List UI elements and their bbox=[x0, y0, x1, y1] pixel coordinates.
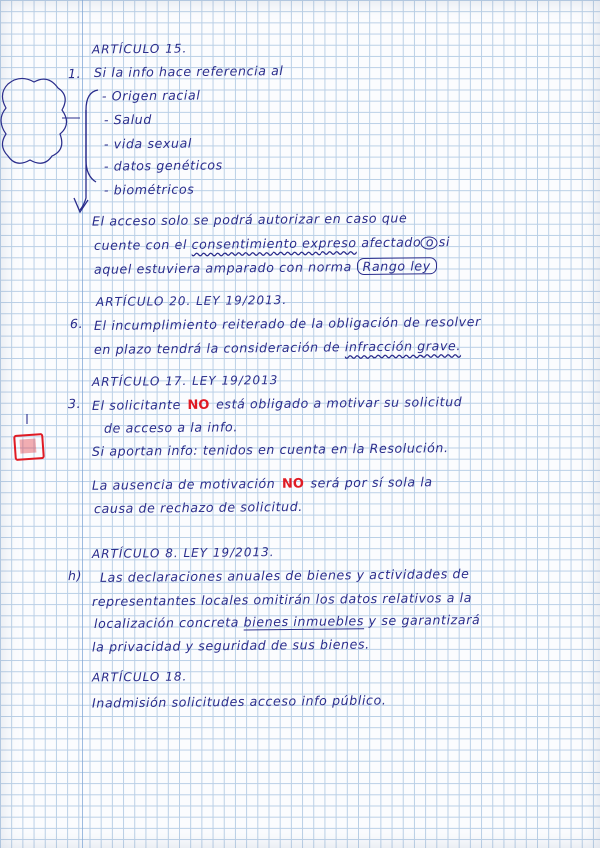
article-17-line2: de acceso a la info. bbox=[103, 419, 238, 436]
red-no-stamp bbox=[13, 433, 45, 461]
article-8-line2: representantes locales omitirán los datos relativos a la bbox=[91, 590, 473, 609]
article-20-line1: El incumplimiento reiterado de la obligación de resolver bbox=[93, 313, 481, 334]
red-no-label: NO bbox=[187, 397, 210, 413]
article-18-line1: Inadmisión solicitudes acceso info público. bbox=[91, 692, 387, 711]
article-15-line1: El acceso solo se podrá autorizar en caso que bbox=[91, 210, 408, 229]
article-15-line3 bbox=[94, 258, 437, 277]
text-span: cuente con el bbox=[93, 236, 192, 253]
article-8-title: ARTÍCULO 8. LEY 19/2013. bbox=[91, 545, 275, 561]
text-span: localización concreta bbox=[93, 614, 244, 632]
list-item: - Salud bbox=[103, 111, 153, 128]
text-span: afectado o si bbox=[356, 234, 451, 251]
list-item: - datos genéticos bbox=[103, 157, 223, 174]
list-item: - Origen racial bbox=[101, 87, 201, 104]
list-item: - biométricos bbox=[103, 181, 195, 198]
text-span: y se garantizará bbox=[363, 611, 481, 629]
article-8-line4: la privacidad y seguridad de sus bienes. bbox=[91, 636, 370, 655]
article-15-title: ARTÍCULO 15. bbox=[91, 41, 188, 57]
article-8-line1: Las declaraciones anuales de bienes y actividades de bbox=[99, 566, 470, 585]
text-span: será por sí sola la bbox=[305, 474, 433, 491]
article-8-number: h) bbox=[67, 567, 83, 584]
text-span: La ausencia de motivación bbox=[91, 475, 280, 493]
article-17-title: ARTÍCULO 17. LEY 19/2013 bbox=[91, 373, 279, 389]
underlined-text: consentimiento expreso bbox=[191, 235, 357, 252]
article-17-line3: Si aportan info: tenidos en cuenta en la Resolución. bbox=[91, 440, 449, 459]
article-17-number: 3. bbox=[67, 395, 82, 412]
article-20-title: ARTÍCULO 20. LEY 19/2013. bbox=[95, 292, 288, 310]
article-15-number: 1. bbox=[67, 65, 82, 82]
margin-note-silencio bbox=[2, 78, 68, 168]
text-span: aquel estuviera amparado con norma bbox=[93, 259, 357, 277]
text-span: El solicitante bbox=[91, 396, 186, 413]
boxed-text: Rango ley bbox=[356, 257, 436, 275]
article-17-line5: causa de rechazo de solicitud. bbox=[93, 498, 303, 517]
text-span: en plazo tendrá la consideración de bbox=[93, 339, 345, 357]
text-span: está obligado a motivar su solicitud bbox=[211, 394, 463, 412]
red-no-label: NO bbox=[281, 476, 304, 492]
article-15-intro: Si la info hace referencia al bbox=[93, 63, 284, 80]
article-20-number: 6. bbox=[69, 315, 84, 332]
underlined-text: bienes inmuebles bbox=[243, 613, 365, 630]
underlined-text: infracción grave. bbox=[344, 338, 462, 355]
list-item: - vida sexual bbox=[103, 135, 193, 152]
article-18-title: ARTÍCULO 18. bbox=[91, 669, 188, 685]
